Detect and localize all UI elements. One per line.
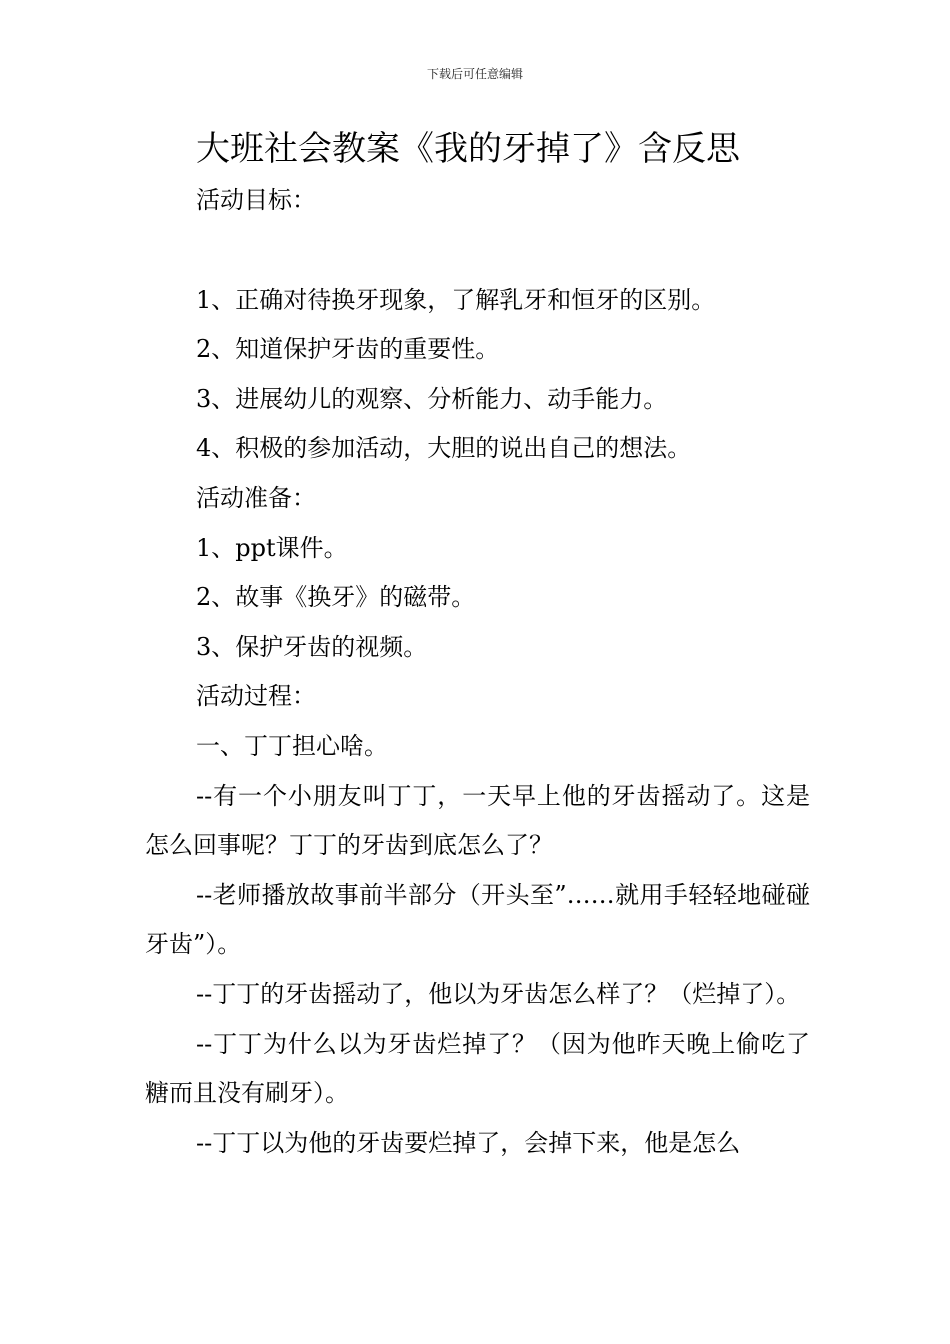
body-paragraph: --有一个小朋友叫丁丁，一天早上他的牙齿摇动了。这是怎么回事呢？丁丁的牙齿到底怎么了？	[145, 781, 810, 860]
preparation-item-2: 2、故事《换牙》的磁带。	[196, 583, 476, 612]
section-heading-preparation: 活动准备：	[196, 483, 316, 512]
document-body	[145, 176, 810, 1168]
section-heading-process: 活动过程：	[196, 682, 316, 711]
goal-item-2: 2、知道保护牙齿的重要性。	[196, 335, 500, 364]
body-paragraph: --老师播放故事前半部分（开头至”……就用手轻轻地碰碰牙齿”）。	[145, 880, 810, 959]
page-header: 下载后可任意编辑	[426, 67, 523, 81]
goal-item-4: 4、积极的参加活动，大胆的说出自己的想法。	[196, 434, 692, 463]
preparation-item-1: 1、ppt课件。	[196, 533, 348, 562]
goal-item-3: 3、进展幼儿的观察、分析能力、动手能力。	[196, 384, 668, 413]
body-paragraph: --丁丁的牙齿摇动了，他以为牙齿怎么样了？（烂掉了）。	[196, 979, 801, 1008]
preparation-item-3: 3、保护牙齿的视频。	[196, 632, 428, 661]
body-paragraph: --丁丁为什么以为牙齿烂掉了？（因为他昨天晚上偷吃了糖而且没有刷牙）。	[145, 1029, 810, 1108]
section-heading-goals: 活动目标：	[196, 186, 316, 214]
process-step-1: 一、丁丁担心啥。	[196, 731, 388, 760]
goal-item-1: 1、正确对待换牙现象，了解乳牙和恒牙的区别。	[196, 285, 716, 314]
document-title: 大班社会教案《我的牙掉了》含反思	[196, 129, 740, 169]
body-paragraph: --丁丁以为他的牙齿要烂掉了，会掉下来，他是怎么	[196, 1128, 741, 1157]
